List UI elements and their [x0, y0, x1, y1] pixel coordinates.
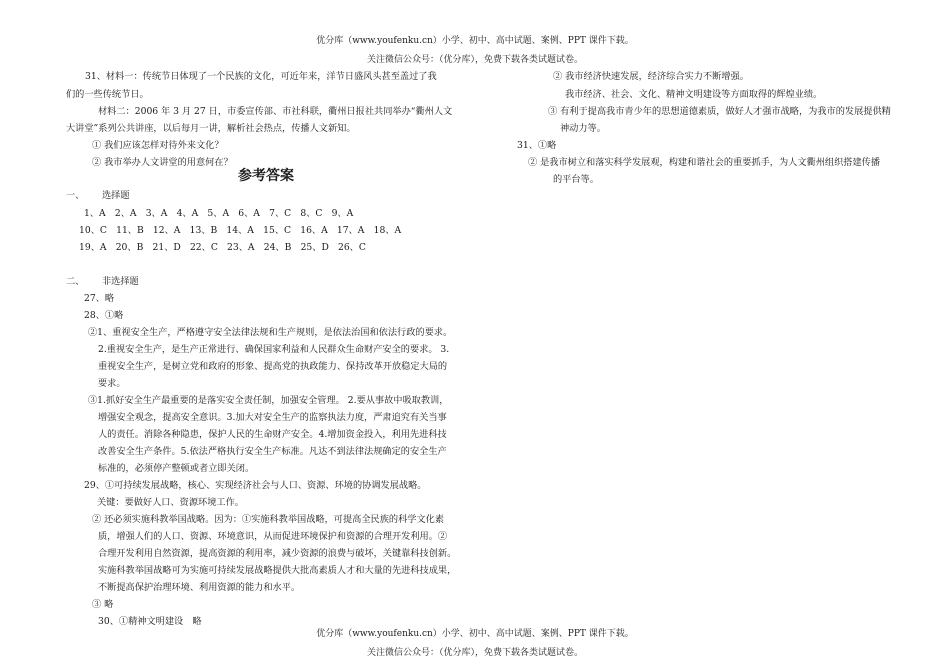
answer-28-3-line-2: 增强安全观念，提高安全意识。3.加大对安全生产的监察执法力度，严肃追究有关当事 — [98, 412, 447, 423]
answer-28: 28、①略 — [84, 310, 124, 321]
footer-line-2: 关注微信公众号：（优分库），免费下载各类试题试卷。 — [366, 648, 583, 658]
q31-text-1: 31、材料一：传统节日体现了一个民族的文化，可近年来，洋节日盛风头甚至盖过了我 — [85, 71, 437, 82]
right-line-3: ③ 有利于提高我市青少年的思想道德素质，做好人才强市战略，为我市的发展提供精 — [548, 106, 891, 117]
right-line-5: 31、①略 — [517, 140, 557, 151]
answer-30: 30、①精神文明建设 略 — [98, 616, 202, 627]
answer-28-3-line-5: 标准的，必须停产整顿或者立即关闭。 — [98, 463, 255, 474]
q31-text-3: 材料二：2006 年 3 月 27 日，市委宣传部、市社科联，衢州日报社共同举办“衢州人文 — [98, 106, 453, 117]
answer-29-line-3: ② 还必须实施科教举国战略。因为：①实施科教举国战略，可提高全民族的科学文化素 — [92, 514, 445, 525]
header-line-2: 关注微信公众号：（优分库），免费下载各类试题试卷。 — [366, 55, 583, 65]
header-line-1: 优分库（www.youfenku.cn）小学、初中、高中试题、案例、PPT 课件下载。 — [316, 36, 634, 46]
section-1-number: 一、 — [66, 190, 85, 201]
right-line-2: 我市经济、社会、文化、精神文明建设等方面取得的辉煌业绩。 — [565, 89, 823, 100]
answer-28-2-line-4: 要求。 — [98, 378, 126, 389]
answer-29-line-2: 关键：要做好人口、资源环境工作。 — [97, 497, 244, 508]
mc-answers-row-3: 19、A 20、B 21、D 22、C 23、A 24、B 25、D 26、C — [79, 242, 366, 253]
answer-29-line-1: 29、①可持续发展战略，核心、实现经济社会与人口、资源、环境的协调发展战略。 — [84, 480, 427, 491]
mc-answers-row-1: 1、A 2、A 3、A 4、A 5、A 6、A 7、C 8、C 9、A — [84, 208, 354, 219]
answer-28-3-line-4: 改善安全生产条件。5.依法严格执行安全生产标准。凡达不到法律法规确定的安全生产 — [98, 446, 447, 457]
answer-28-2-line-2: 2.重视安全生产，是生产正常进行、确保国家利益和人民群众生命财产安全的要求。 3. — [98, 344, 450, 355]
answer-28-3-line-3: 人的责任。消除各种隐患，保护人民的生命财产安全。4.增加资金投入，利用先进科技 — [98, 429, 447, 440]
answer-title: 参考答案 — [238, 168, 294, 184]
answer-29-line-8: ③ 略 — [92, 599, 114, 610]
answer-29-line-5: 合理开发利用自然资源，提高资源的利用率，减少资源的浪费与破坏，关键靠科技创新。 — [98, 548, 457, 559]
q31-question-1: ① 我们应该怎样对待外来文化？ — [92, 140, 224, 151]
answer-27: 27、略 — [84, 293, 115, 304]
section-2-label: 非选择题 — [102, 276, 139, 287]
answer-28-2-line-1: ②1、重视安全生产，严格遵守安全法律法规和生产规则，是依法治国和依法行政的要求。 — [88, 327, 453, 338]
q31-text-2: 们的一些传统节日。 — [66, 89, 149, 100]
right-line-1: ② 我市经济快速发展，经济综合实力不断增强。 — [553, 71, 749, 82]
right-line-6: ② 是我市树立和落实科学发展观，构建和谐社会的重要抓手，为人文衢州组织搭建传播 — [528, 157, 881, 168]
mc-answers-row-2: 10、C 11、B 12、A 13、B 14、A 15、C 16、A 17、A 18、A — [79, 225, 402, 236]
answer-28-3-line-1: ③1.抓好安全生产最重要的是落实安全责任制，加强安全管理。 2.要从事故中吸取教训， — [88, 395, 449, 406]
right-line-4: 神动力等。 — [560, 123, 606, 134]
answer-29-line-6: 实施科教举国战略可为实施可持续发展战略提供大批高素质人才和大量的先进科技成果， — [98, 565, 457, 576]
footer-line-1: 优分库（www.youfenku.cn）小学、初中、高中试题、案例、PPT 课件下载。 — [316, 629, 634, 639]
answer-28-2-line-3: 重视安全生产，是树立党和政府的形象、提高党的执政能力、保持改革开放稳定大局的 — [98, 361, 448, 372]
answer-29-line-4: 质，增强人们的人口、资源、环境意识，从而促进环境保护和资源的合理开发利用。② — [98, 531, 448, 542]
right-line-7: 的平台等。 — [553, 174, 599, 185]
q31-text-4: 大讲堂”系列公共讲座，以后每月一讲，解析社会热点，传播人文新知。 — [66, 123, 356, 134]
section-2-number: 二、 — [66, 276, 85, 287]
answer-29-line-7: 不断提高保护治理环境、利用资源的能力和水平。 — [98, 582, 301, 593]
q31-question-2: ② 我市举办人文讲堂的用意何在？ — [92, 157, 233, 168]
section-1-label: 选择题 — [102, 190, 130, 201]
